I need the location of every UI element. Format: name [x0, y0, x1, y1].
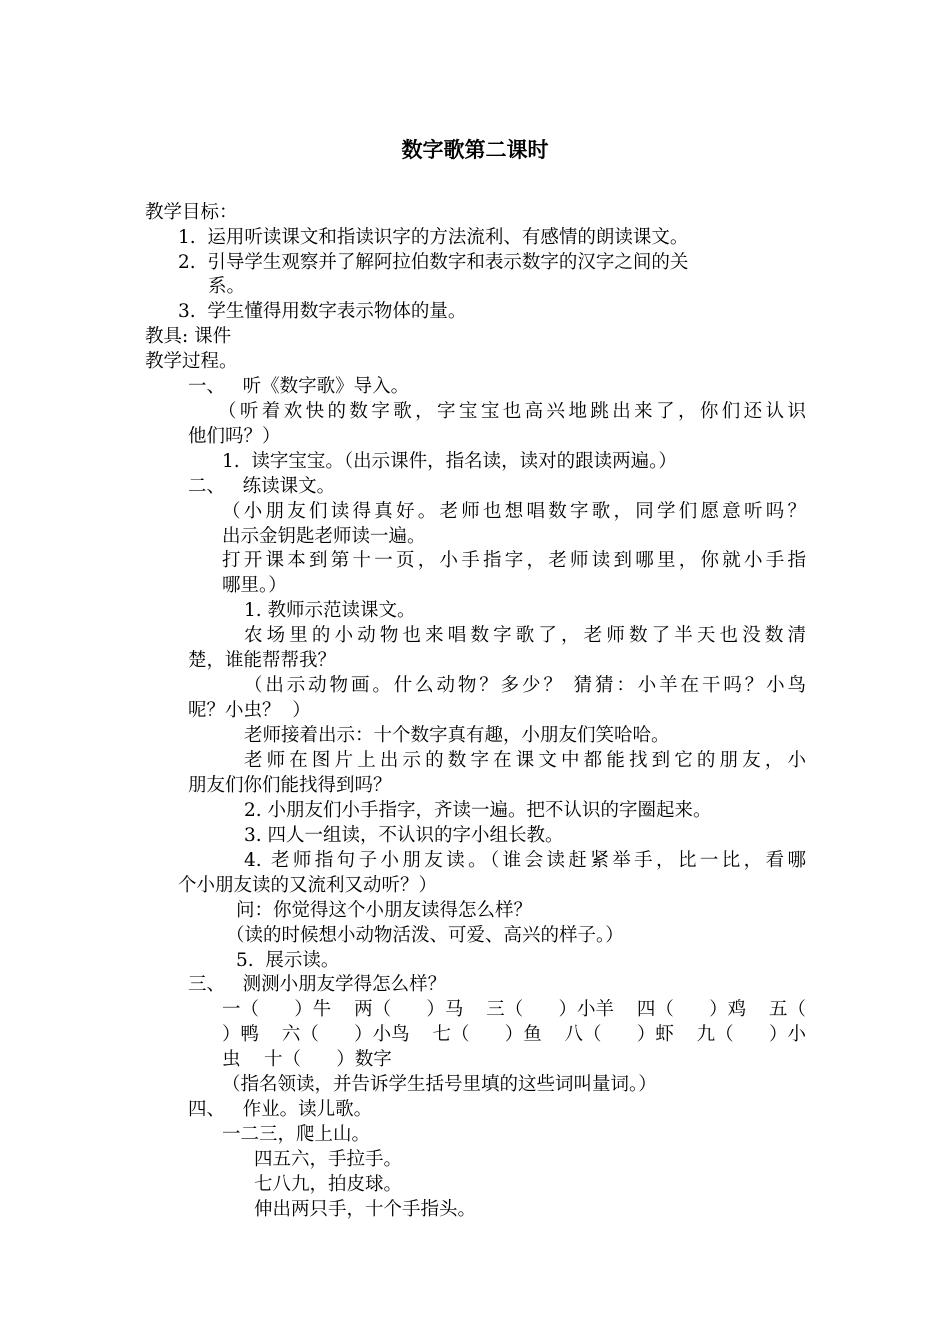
section2-line-3: 打开课本到第十一页，小手指字，老师读到哪里，你就小手指 — [222, 550, 806, 571]
quiz-item: 八（ ）虾 — [564, 1024, 674, 1045]
section2-line-15: 4. 老师指句子小朋友读。（谁会读赶紧举手，比一比，看哪 — [244, 850, 806, 871]
section2-line-7: 楚，谁能帮帮我？ — [188, 650, 337, 671]
rhyme-line-2: 四五六，手拉手。 — [254, 1149, 403, 1170]
section2-line-2: 出示金钥匙老师读一遍。 — [222, 526, 426, 547]
section2-line-11: 老师在图片上出示的数字在课文中都能找到它的朋友，小 — [244, 750, 806, 771]
goal-item-3: 3. 学生懂得用数字表示物体的量。 — [178, 301, 467, 322]
section2-line-12: 朋友们你们能找得到吗？ — [188, 775, 392, 796]
section2-line-17: 问：你觉得这个小朋友读得怎么样？ — [236, 900, 533, 921]
section1-line-2: 他们吗？） — [188, 426, 281, 447]
quiz-item: 四（ ）鸡 — [636, 999, 747, 1020]
goal-item-2: 2. 引导学生观察并了解阿拉伯数字和表示数字的汉字之间的关 — [178, 252, 689, 273]
quiz-item: ）鸭 — [222, 1024, 260, 1045]
quiz-item: 五（ — [768, 999, 806, 1020]
quiz-row-3: 虫 十（ ）数字 — [222, 1049, 392, 1070]
quiz-item: 七（ ）鱼 — [432, 1024, 542, 1045]
section2-line-16: 个小朋友读的又流利又动听？） — [178, 875, 438, 896]
quiz-row-2 — [222, 1022, 806, 1047]
goal-item-1: 1. 运用听读课文和指读识字的方法流利、有感情的朗读课文。 — [178, 227, 689, 248]
section2-line-19: 5. 展示读。 — [236, 950, 340, 971]
section1-line-1: （听着欢快的数字歌，字宝宝也高兴地跳出来了，你们还认识 — [218, 401, 806, 422]
section1-line-3: 1. 读字宝宝。（出示课件，指名读，读对的跟读两遍。） — [222, 451, 677, 472]
rhyme-line-3: 七八九，拍皮球。 — [254, 1174, 403, 1195]
section2-line-5: 1. 教师示范读课文。 — [244, 600, 416, 621]
section2-line-18: （读的时候想小动物活泼、可爱、高兴的样子。） — [226, 925, 624, 946]
tools-line: 教具: 课件 — [145, 326, 232, 347]
section2-line-6: 农场里的小动物也来唱数字歌了，老师数了半天也没数清 — [244, 625, 806, 646]
section2-line-4: 哪里。） — [222, 575, 287, 596]
rhyme-line-4: 伸出两只手，十个手指头。 — [254, 1199, 477, 1220]
section3-note: （指名领读，并告诉学生括号里填的这些词叫量词。） — [222, 1074, 657, 1095]
section4-heading: 四、 作业。读儿歌。 — [188, 1099, 373, 1120]
section2-line-10: 老师接着出示：十个数字真有趣，小朋友们笑哈哈。 — [244, 725, 670, 746]
quiz-item: 六（ ）小鸟 — [281, 1024, 410, 1045]
process-heading: 教学过程。 — [145, 351, 238, 372]
quiz-item: 一（ ）牛 — [222, 999, 332, 1020]
section2-line-8: （出示动物画。什么动物？多少？ 猜猜：小羊在干吗？小鸟 — [244, 675, 806, 696]
quiz-item: 三（ ）小羊 — [486, 999, 615, 1020]
section2-heading: 二、 练读课文。 — [188, 476, 336, 497]
section2-line-9: 呢？小虫？ ） — [188, 700, 311, 721]
goal-item-2-cont: 系。 — [208, 276, 246, 297]
section2-line-14: 3. 四人一组读，不认识的字小组长教。 — [244, 825, 564, 846]
section2-line-1: （小朋友们读得真好。老师也想唱数字歌，同学们愿意听吗？ — [222, 501, 806, 522]
document-title: 数字歌第二课时 — [401, 138, 549, 162]
quiz-item: 两（ ）马 — [354, 999, 464, 1020]
quiz-row-1 — [222, 997, 806, 1022]
goals-heading: 教学目标： — [145, 202, 238, 223]
rhyme-line-1: 一二三，爬上山。 — [222, 1124, 371, 1145]
quiz-item: 九（ ）小 — [696, 1024, 806, 1045]
section1-heading: 一、 听《数字歌》导入。 — [188, 376, 410, 397]
section3-heading: 三、 测测小朋友学得怎么样？ — [188, 974, 447, 995]
section2-line-13: 2. 小朋友们小手指字，齐读一遍。把不认识的字圈起来。 — [244, 800, 712, 821]
